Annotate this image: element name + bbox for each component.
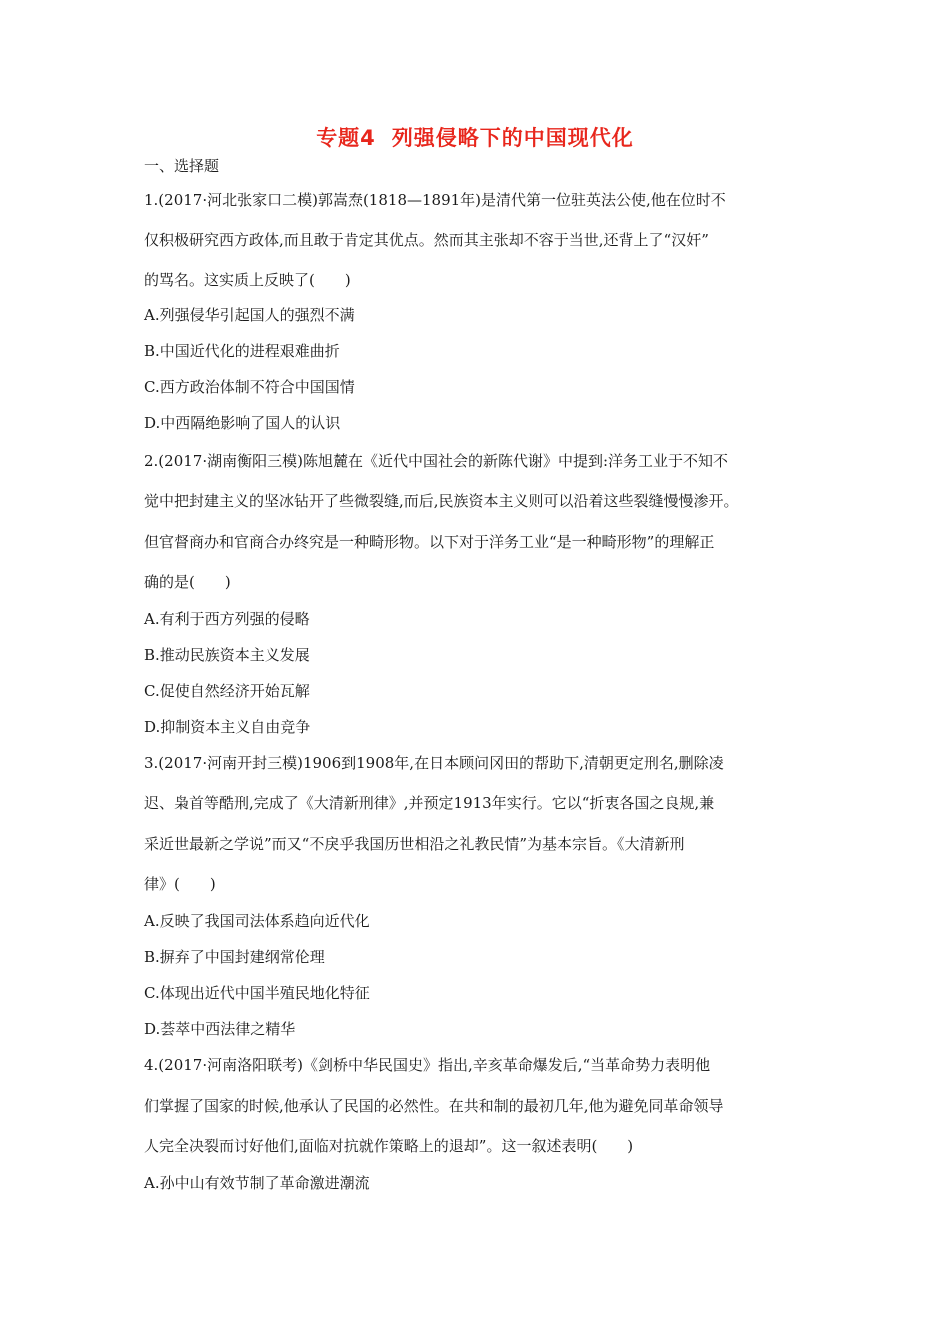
question-1-line-1: 1.(2017·河北张家口二模)郭嵩焘(1818—1891年)是清代第一位驻英法公使,他在位时不 [144, 191, 726, 209]
section-heading: 一、选择题 [144, 157, 220, 175]
question-3-option-a: A.反映了我国司法体系趋向近代化 [144, 912, 370, 930]
question-2-option-c: C.促使自然经济开始瓦解 [144, 682, 310, 700]
title-text: 列强侵略下的中国现代化 [391, 126, 634, 150]
question-1-line-3: 的骂名。这实质上反映了( ) [144, 271, 351, 289]
question-3-line-1: 3.(2017·河南开封三模)1906到1908年,在日本顾问冈田的帮助下,清朝更定刑名,删除凌 [144, 754, 724, 772]
question-1-option-b: B.中国近代化的进程艰难曲折 [144, 342, 340, 360]
title-prefix: 专题4 [316, 126, 376, 150]
question-4-line-3: 人完全决裂而讨好他们,面临对抗就作策略上的退却”。这一叙述表明( ) [144, 1137, 634, 1155]
question-4-line-1: 4.(2017·河南洛阳联考)《剑桥中华民国史》指出,辛亥革命爆发后,“当革命势力表明他 [144, 1056, 711, 1074]
question-3-line-4: 律》( ) [144, 875, 216, 893]
question-3-option-d: D.荟萃中西法律之精华 [144, 1020, 296, 1038]
question-2-line-3: 但官督商办和官商合办终究是一种畸形物。以下对于洋务工业“是一种畸形物”的理解正 [144, 533, 715, 551]
question-3-option-c: C.体现出近代中国半殖民地化特征 [144, 984, 370, 1002]
question-2-option-a: A.有利于西方列强的侵略 [144, 610, 310, 628]
question-4-line-2: 们掌握了国家的时候,他承认了民国的必然性。在共和制的最初几年,他为避免同革命领导 [144, 1097, 724, 1115]
question-3-line-3: 采近世最新之学说”而又“不戾乎我国历世相沿之礼教民情”为基本宗旨。《大清新刑 [144, 835, 685, 853]
question-3-line-2: 迟、枭首等酷刑,完成了《大清新刑律》,并预定1913年实行。它以“折衷各国之良规,兼 [144, 794, 715, 812]
question-1-option-a: A.列强侵华引起国人的强烈不满 [144, 306, 355, 324]
question-2-option-d: D.抑制资本主义自由竞争 [144, 718, 311, 736]
question-2-option-b: B.推动民族资本主义发展 [144, 646, 310, 664]
question-4-option-a: A.孙中山有效节制了革命激进潮流 [144, 1174, 370, 1192]
question-2-line-1: 2.(2017·湖南衡阳三模)陈旭麓在《近代中国社会的新陈代谢》中提到:洋务工业于不知不 [144, 452, 729, 470]
question-2-line-4: 确的是( ) [144, 573, 231, 591]
question-1-option-c: C.西方政治体制不符合中国国情 [144, 378, 355, 396]
page-title [0, 122, 950, 152]
question-3-option-b: B.摒弃了中国封建纲常伦理 [144, 948, 325, 966]
question-1-line-2: 仅积极研究西方政体,而且敢于肯定其优点。然而其主张却不容于当世,还背上了“汉奸” [144, 231, 709, 249]
question-2-line-2: 觉中把封建主义的坚冰钻开了些微裂缝,而后,民族资本主义则可以沿着这些裂缝慢慢渗开。 [144, 492, 739, 510]
question-1-option-d: D.中西隔绝影响了国人的认识 [144, 414, 341, 432]
